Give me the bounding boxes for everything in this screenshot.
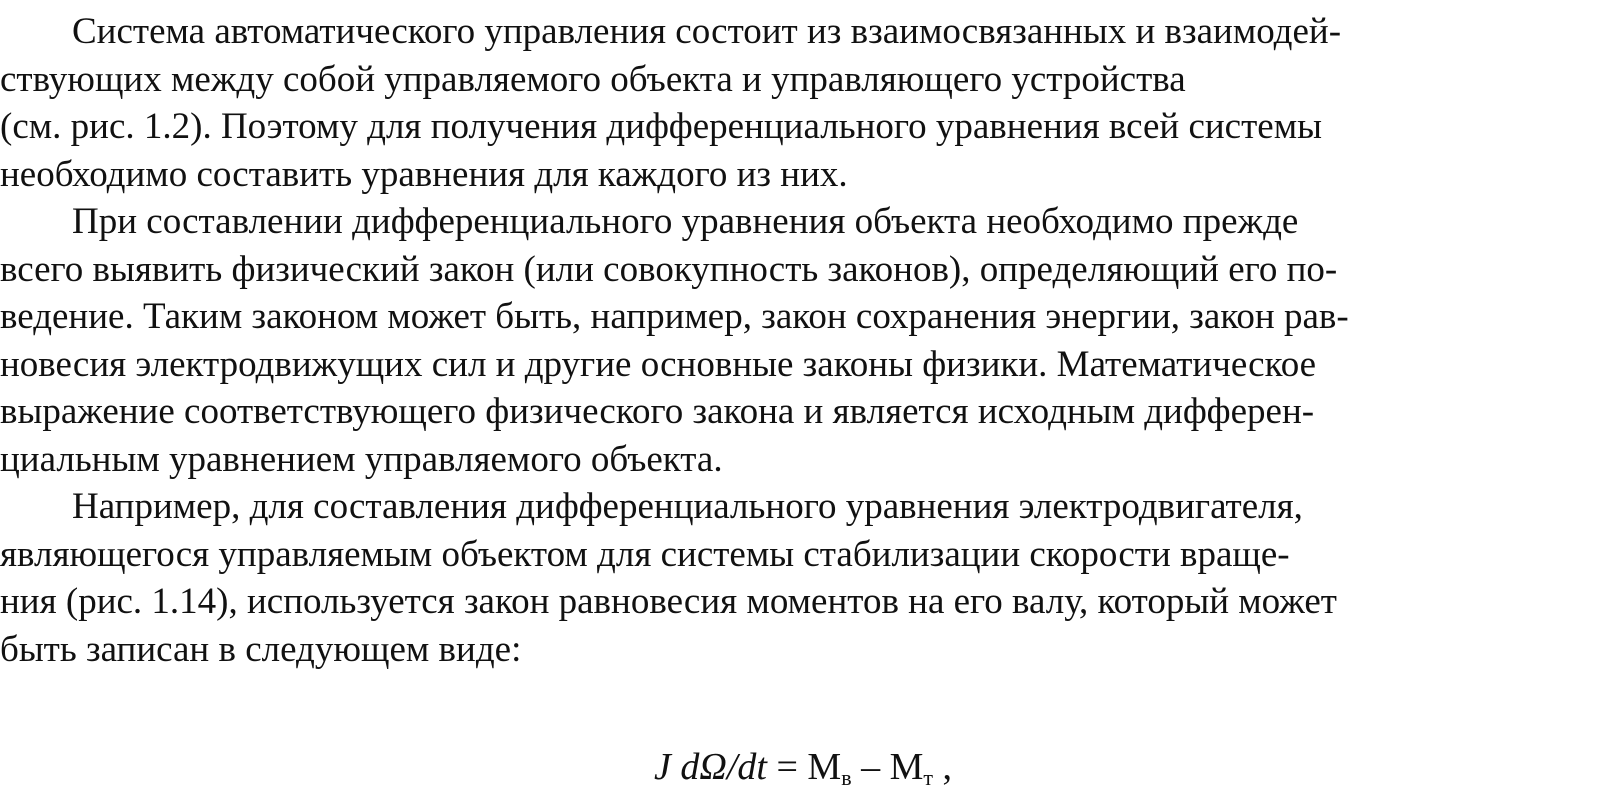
equation-term-2: M [889, 746, 924, 788]
paragraph-line: ствующих между собой управляемого объекта и управляющего устройства [0, 58, 1186, 100]
paragraph-line: (см. рис. 1.2). Поэтому для получения дифференциального уравнения всей системы [0, 106, 1322, 147]
equation-equals: = [766, 746, 808, 788]
paragraph-line: всего выявить физический закон (или совокупность законов), определяющий его по- [0, 248, 1338, 290]
paragraph-line: циальным уравнением управляемого объекта. [0, 438, 723, 480]
equation-term-2-subscript: т [923, 765, 933, 790]
paragraph-3 [0, 483, 1606, 673]
paragraph-line: новесия электродвижущих сил и другие основные законы физики. Математическое [0, 343, 1317, 385]
equation [0, 743, 1606, 802]
paragraph-line: являющегося управляемым объектом для системы стабилизации скорости враще- [0, 533, 1290, 575]
paragraph-line: выражение соответствующего физического закона и является исходным дифферен- [0, 391, 1315, 432]
paragraph-2 [0, 198, 1606, 483]
equation-lhs: J dΩ/dt [653, 746, 767, 788]
paragraph-line: ведение. Таким законом может быть, например, закон сохранения энергии, закон рав- [0, 296, 1349, 337]
equation-term-1: M [807, 746, 842, 788]
paragraph-line: быть записан в следующем виде: [0, 628, 522, 670]
equation-minus: – [851, 746, 890, 788]
paragraph-line: ния (рис. 1.14), используется закон равновесия моментов на его валу, который может [0, 581, 1337, 622]
paragraph-line: При составлении дифференциального уравнения объекта необходимо прежде [72, 201, 1299, 242]
paragraph-line: Например, для составления дифференциального уравнения электродвигателя, [72, 486, 1303, 527]
paragraph-1 [0, 8, 1606, 198]
equation-tail: , [933, 746, 952, 788]
equation-term-1-subscript: в [841, 765, 852, 790]
paragraph-line: необходимо составить уравнения для каждого из них. [0, 153, 848, 195]
paragraph-line: Система автоматического управления состоит из взаимосвязанных и взаимодей- [72, 11, 1342, 52]
